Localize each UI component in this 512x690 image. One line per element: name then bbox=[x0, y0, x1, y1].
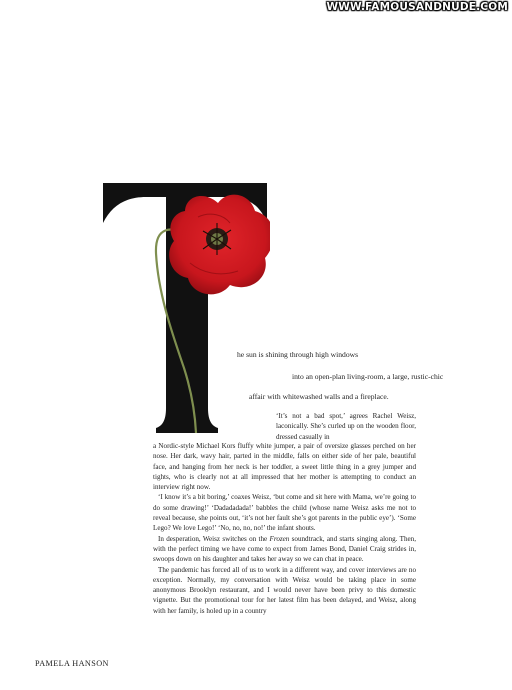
article-body bbox=[153, 441, 416, 616]
paragraph-2: ‘I know it’s a bit boring,’ coaxes Weisz, ‘but come and sit here with Mama, we’re going to do some drawing!’ ‘Dadadadada!’ babbles the child (whose name Weisz asks me not to reveal because, she points out, ‘it’s not her fault she’s got parents in the public eye’). ‘Some Lego? We love Lego!’ ‘No, no, no, no!’ the infant shouts. bbox=[153, 493, 416, 533]
paragraph-4: The pandemic has forced all of us to work in a different way, and cover interviews are no exception. Normally, my conversation with Weisz would be taking place in some anonymous Brooklyn restaurant, and I would never have been privy to this domestic vignette. But the promotional tour for her latest film has been delayed, and Weisz, along with her family, is holed up in a country bbox=[153, 565, 416, 615]
lead-line-3: affair with whitewashed walls and a fireplace. bbox=[249, 392, 389, 401]
film-title: Frozen bbox=[269, 534, 290, 543]
photo-credit: PAMELA HANSON bbox=[35, 659, 109, 668]
dropcap-t-with-poppy bbox=[100, 183, 270, 433]
intro-paragraph: ‘It’s not a bad spot,’ agrees Rachel Weisz, laconically. She’s curled up on the wooden floor, dressed casually in bbox=[276, 412, 416, 441]
watermark: WWW.FAMOUSANDNUDE.COM bbox=[326, 1, 508, 13]
lead-line-2: into an open-plan living-room, a large, rustic-chic bbox=[292, 372, 444, 381]
lead-line-1: he sun is shining through high windows bbox=[237, 350, 359, 359]
paragraph-1: a Nordic-style Michael Kors fluffy white jumper, a pair of oversize glasses perched on her nose. Her dark, wavy hair, parted in the middle, falls on either side of her pale, beautiful face, and hanging from her neck is her toddler, a sweet little thing in a grey jumper and tights, who is clearly not at all impressed that her mother is attempting to conduct an interview right now. bbox=[153, 442, 416, 492]
paragraph-3: In desperation, Weisz switches on the Frozen soundtrack, and starts singing along. Then, with the perfect timing we have come to expect from James Bond, Daniel Craig strides in, swoops down on his daughter and takes her away so we can chat in peace. bbox=[153, 534, 416, 564]
